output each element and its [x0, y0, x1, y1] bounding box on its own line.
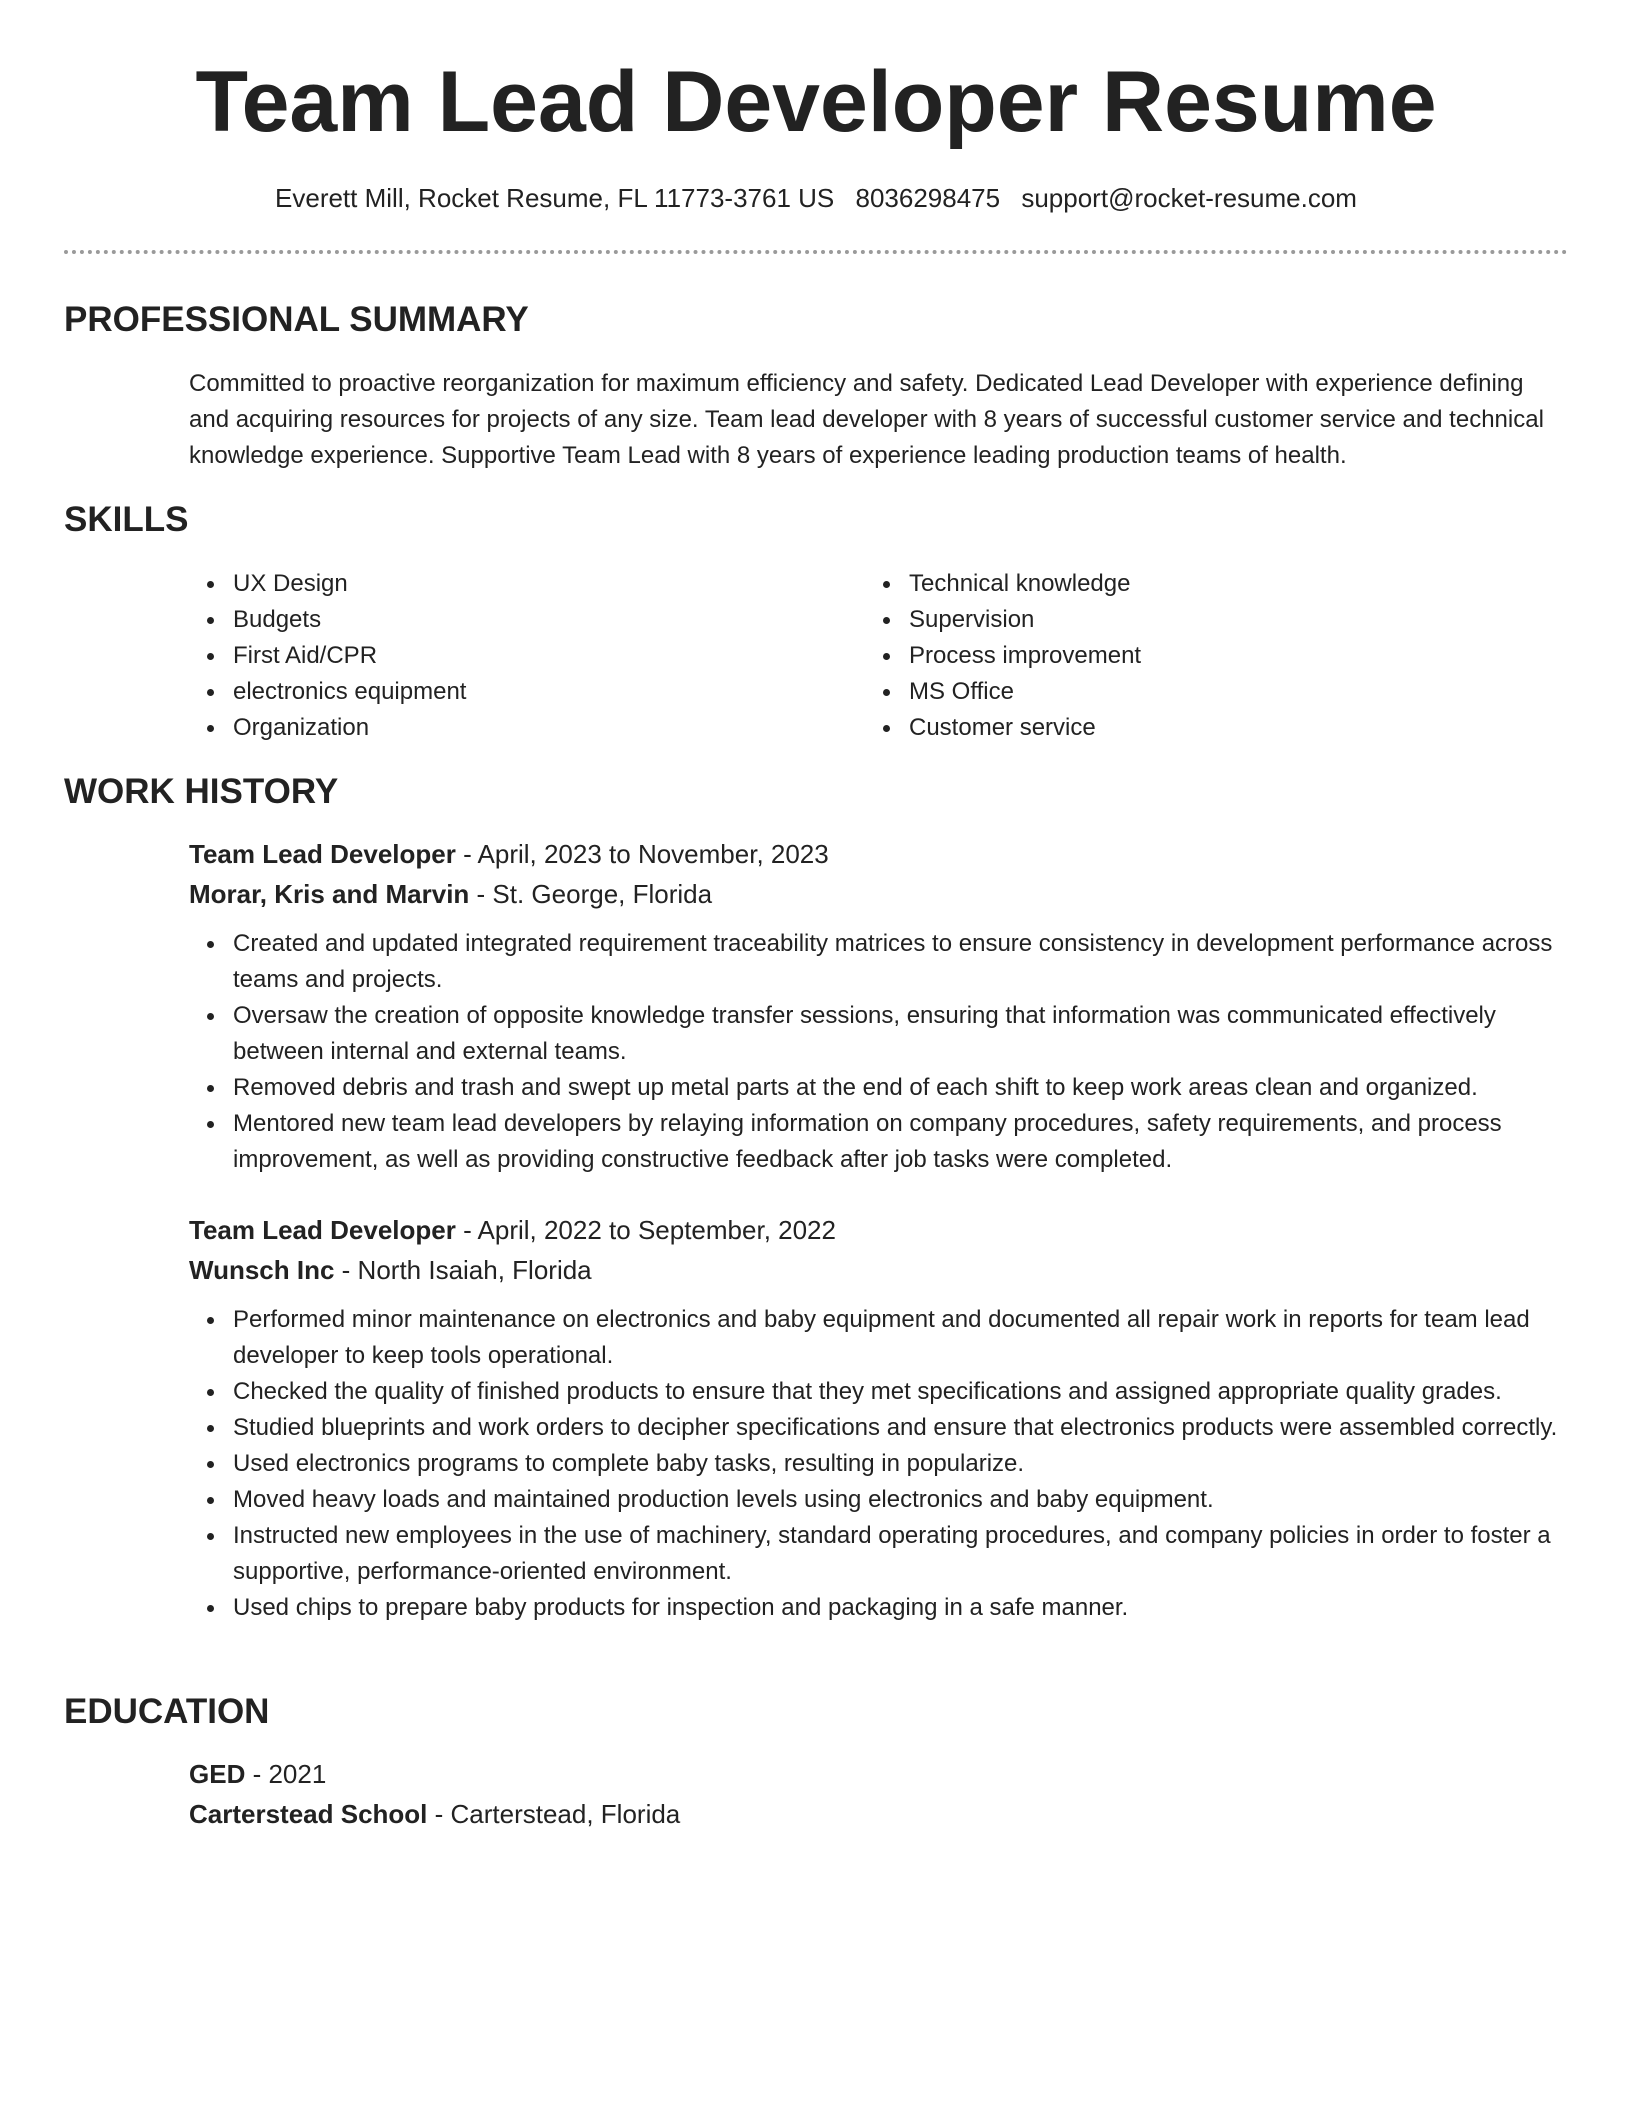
contact-address: Everett Mill, Rocket Resume, FL 11773-3761 US — [275, 183, 835, 213]
work-history-heading: WORK HISTORY — [64, 772, 339, 811]
skills-list-right — [865, 566, 1545, 746]
contact-email: support@rocket-resume.com — [1021, 183, 1357, 213]
job-bullet: Moved heavy loads and maintained production levels using electronics and baby equipment. — [189, 1482, 1569, 1518]
job-company-line — [189, 874, 712, 914]
job-bullet: Checked the quality of finished products to ensure that they met specifications and assigned appropriate quality grades. — [189, 1374, 1569, 1410]
job-title-line — [189, 834, 829, 874]
summary-text: Committed to proactive reorganization for maximum efficiency and safety. Dedicated Lead Developer with experience defining and acquiring resources for projects of any size. Team lead developer with 8 years of successful customer service and technical knowledge experience. Supportive Team Lead with 8 years of experience leading production teams of health. — [189, 370, 1544, 469]
contact-phone: 8036298475 — [855, 183, 1001, 213]
contact-line — [0, 178, 1632, 218]
job-bullet: Used chips to prepare baby products for inspection and packaging in a safe manner. — [189, 1590, 1569, 1626]
job-dates: - April, 2023 to November, 2023 — [455, 839, 829, 869]
skill-item: Process improvement — [865, 638, 1545, 674]
education-location: - Carterstead, Florida — [427, 1799, 681, 1829]
job-bullets — [189, 1302, 1569, 1626]
skills-heading: SKILLS — [64, 500, 189, 539]
education-degree-line — [189, 1754, 326, 1794]
skill-item: Technical knowledge — [865, 566, 1545, 602]
job-company: Wunsch Inc — [189, 1255, 335, 1285]
job-bullet: Instructed new employees in the use of machinery, standard operating procedures, and company policies in order to foster a supportive, performance-oriented environment. — [189, 1518, 1569, 1590]
job-bullet: Oversaw the creation of opposite knowledge transfer sessions, ensuring that information was communicated effectively between internal and external teams. — [189, 998, 1569, 1070]
skill-item: Supervision — [865, 602, 1545, 638]
job-bullet: Studied blueprints and work orders to decipher specifications and ensure that electronics products were assembled correctly. — [189, 1410, 1569, 1446]
skill-item: Organization — [189, 710, 789, 746]
header-divider — [64, 250, 1568, 254]
skill-item: MS Office — [865, 674, 1545, 710]
education-school-line — [189, 1794, 680, 1834]
job-bullet: Mentored new team lead developers by relaying information on company procedures, safety requirements, and process improvement, as well as providing constructive feedback after job tasks were completed. — [189, 1106, 1569, 1178]
resume-title: Team Lead Developer Resume — [195, 54, 1437, 150]
job-bullet: Removed debris and trash and swept up metal parts at the end of each shift to keep work areas clean and organized. — [189, 1070, 1569, 1106]
summary-heading: PROFESSIONAL SUMMARY — [64, 300, 529, 339]
skill-item: UX Design — [189, 566, 789, 602]
job-title-line — [189, 1210, 836, 1250]
job-bullet: Performed minor maintenance on electronics and baby equipment and documented all repair work in reports for team lead developer to keep tools operational. — [189, 1302, 1569, 1374]
education-degree: GED — [189, 1759, 246, 1789]
skill-item: Budgets — [189, 602, 789, 638]
education-heading: EDUCATION — [64, 1692, 270, 1731]
skill-item: Customer service — [865, 710, 1545, 746]
job-location: - North Isaiah, Florida — [334, 1255, 592, 1285]
job-company-line — [189, 1250, 592, 1290]
job-location: - St. George, Florida — [469, 879, 713, 909]
education-year: - 2021 — [245, 1759, 327, 1789]
job-company: Morar, Kris and Marvin — [189, 879, 470, 909]
skills-list-left — [189, 566, 789, 746]
job-title: Team Lead Developer — [189, 1215, 456, 1245]
job-bullet: Created and updated integrated requirement traceability matrices to ensure consistency in development performance across teams and projects. — [189, 926, 1569, 998]
skill-item: First Aid/CPR — [189, 638, 789, 674]
job-bullet: Used electronics programs to complete baby tasks, resulting in popularize. — [189, 1446, 1569, 1482]
job-bullets — [189, 926, 1569, 1178]
skill-item: electronics equipment — [189, 674, 789, 710]
job-title: Team Lead Developer — [189, 839, 456, 869]
job-dates: - April, 2022 to September, 2022 — [455, 1215, 836, 1245]
education-school: Carterstead School — [189, 1799, 428, 1829]
